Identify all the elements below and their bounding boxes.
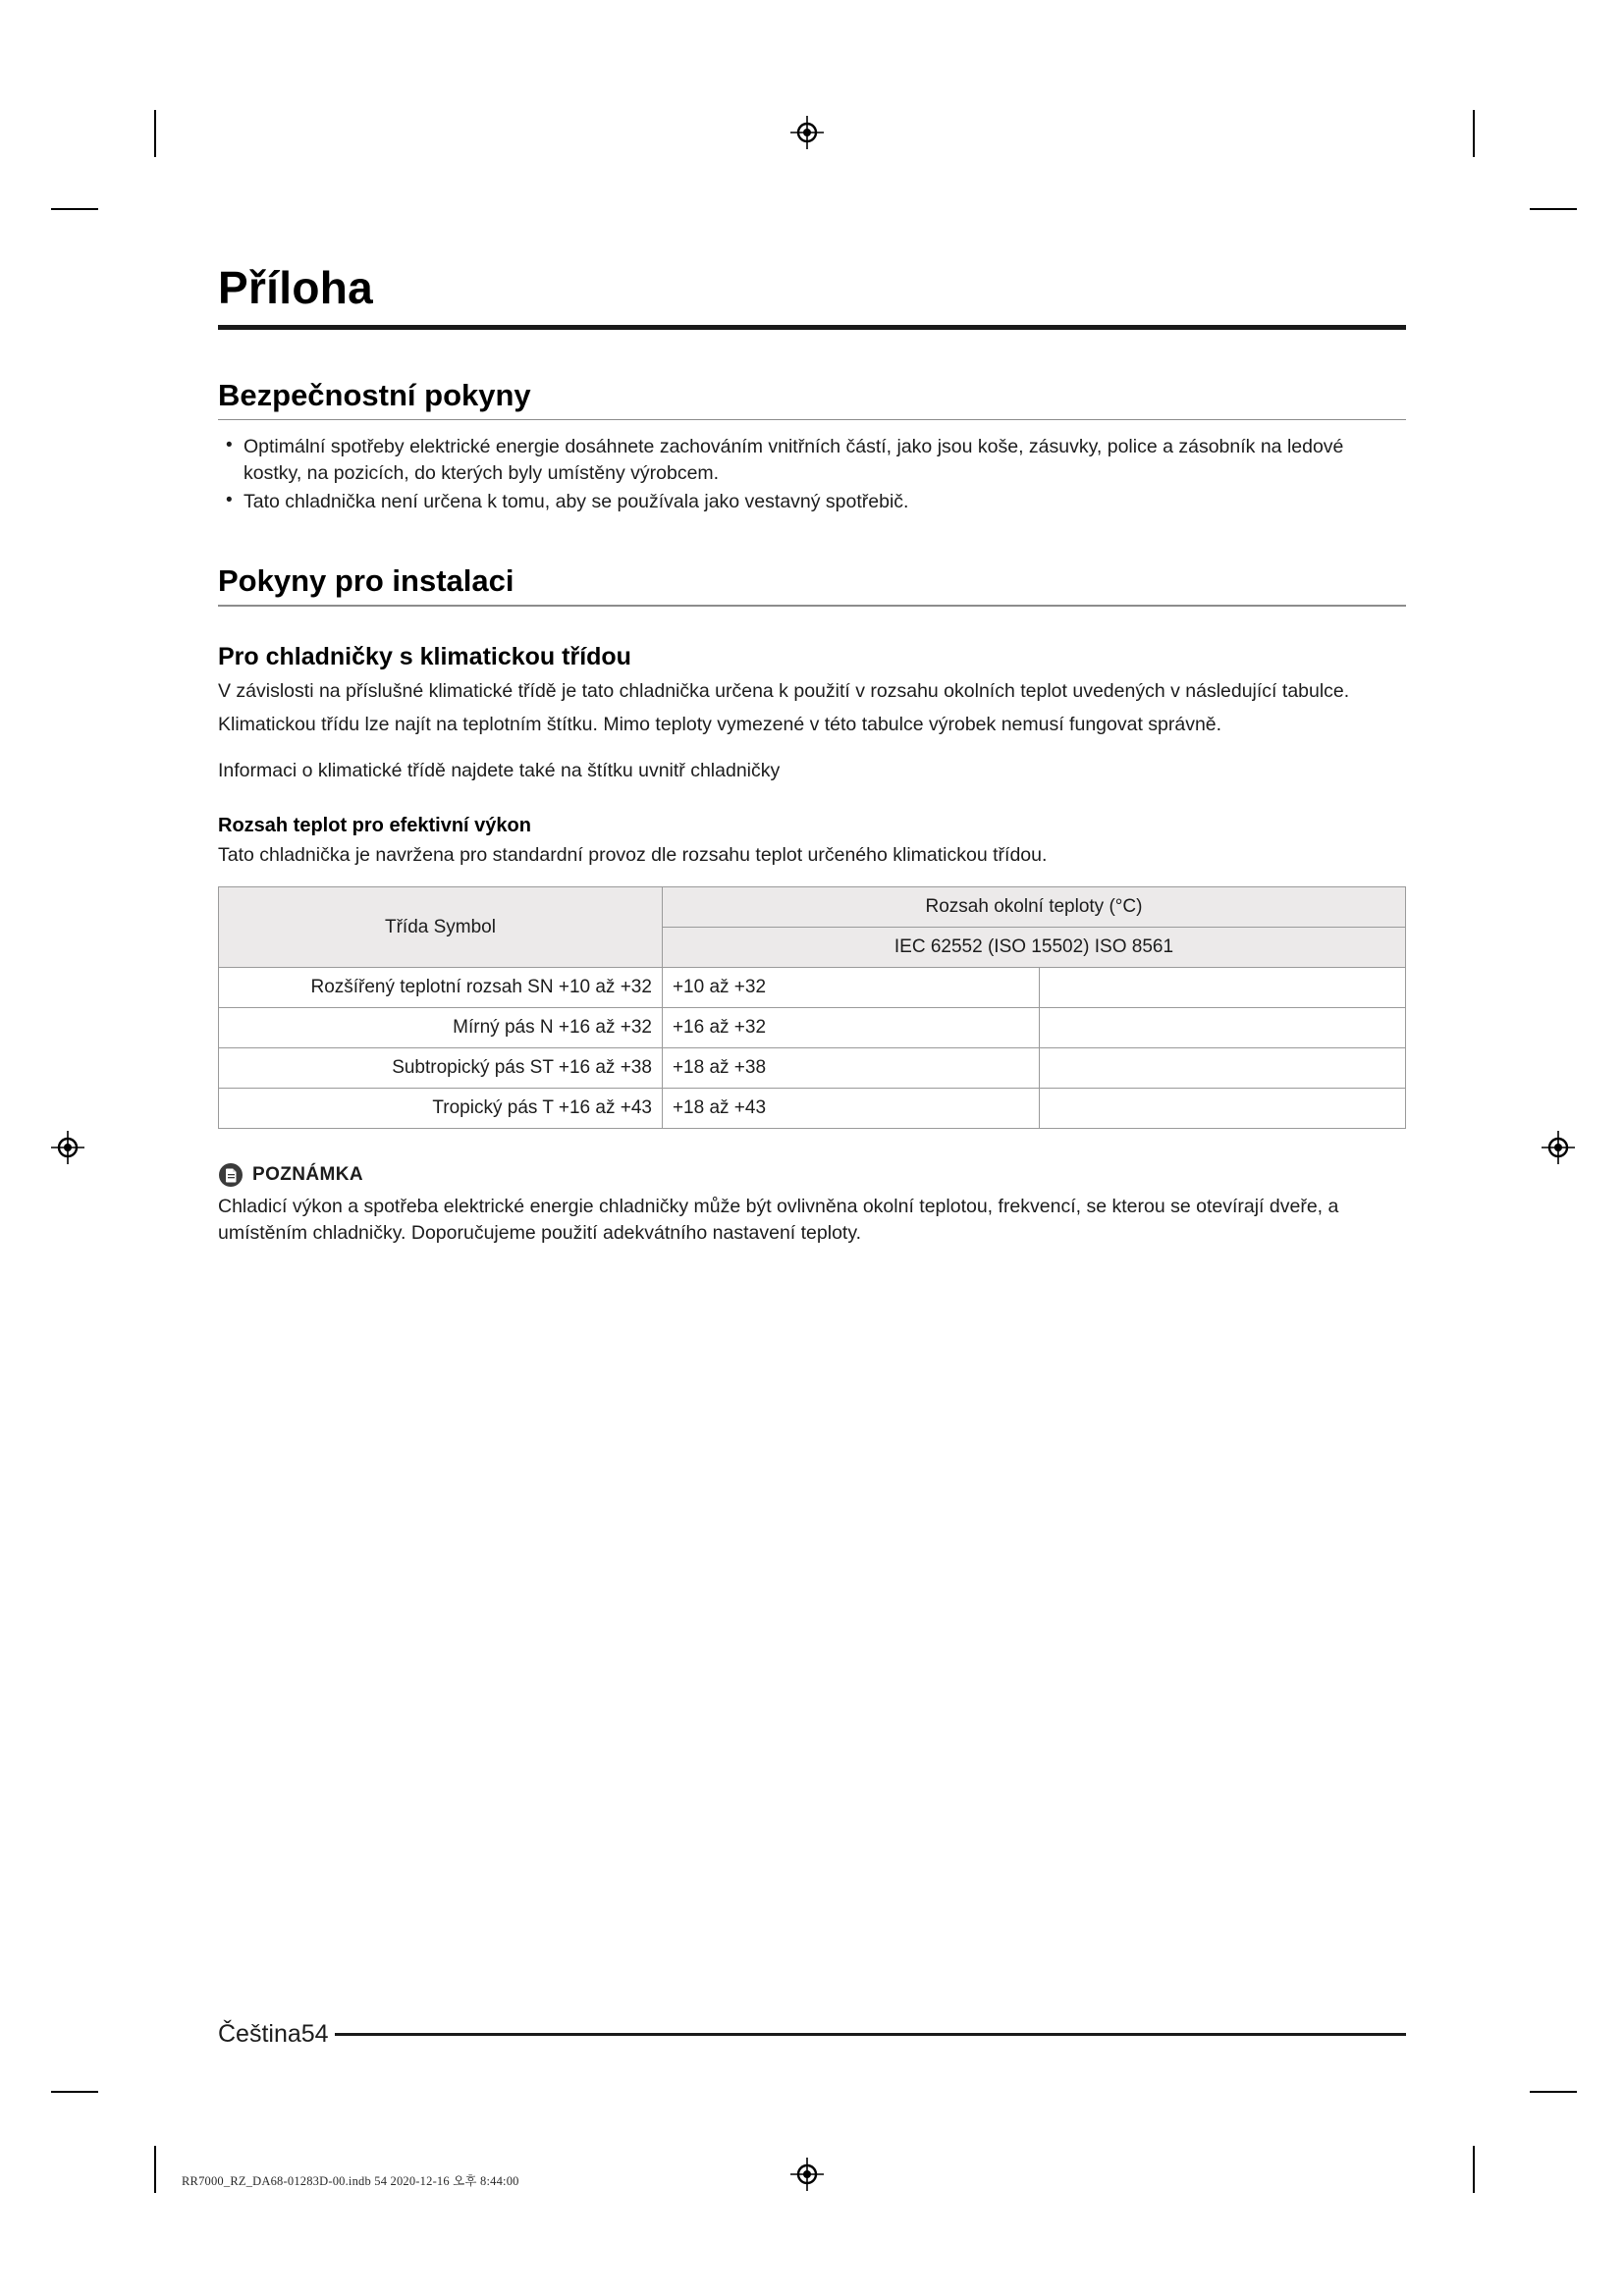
- footer-divider: [335, 2033, 1406, 2036]
- table-cell-blank: [1040, 1008, 1406, 1048]
- installation-paragraph-1: V závislosti na příslušné klimatické třídě je tato chladnička určena k použití v rozsahu okolních teplot uvedených v následující tabulce.: [218, 679, 1350, 702]
- registration-mark-right: [1542, 1131, 1575, 1164]
- note-label: POZNÁMKA: [252, 1164, 363, 1185]
- table-row: [219, 1008, 1406, 1048]
- table-header-standard: IEC 62552 (ISO 15502) ISO 8561: [662, 928, 1405, 968]
- subheading-climate-class: Pro chladničky s klimatickou třídou: [218, 642, 631, 670]
- table-cell-blank: [1040, 1048, 1406, 1089]
- footer-language-page: Čeština54: [218, 2020, 329, 2048]
- subheading-temperature-range: Rozsah teplot pro efektivní výkon: [218, 815, 531, 837]
- table-header-class: Třída Symbol: [219, 887, 663, 968]
- table-cell-range: +18 až +43: [662, 1089, 1039, 1129]
- table-cell-range: +18 až +38: [662, 1048, 1039, 1089]
- table-header-row: [219, 887, 1406, 928]
- temperature-range-paragraph: Tato chladnička je navržena pro standardní provoz dle rozsahu teplot určeného klimatickou třídou.: [218, 844, 1048, 867]
- note-header: [218, 1162, 1406, 1188]
- safety-bullet-list: [218, 434, 1406, 515]
- crop-mark-left-top-horizontal: [51, 208, 98, 210]
- crop-mark-right-top-horizontal: [1530, 208, 1577, 210]
- table-row: [219, 1048, 1406, 1089]
- section-heading-safety: Bezpečnostní pokyny: [218, 377, 531, 412]
- table-cell-range: +16 až +32: [662, 1008, 1039, 1048]
- table-cell-blank: [1040, 968, 1406, 1008]
- table-cell-class-name: Mírný pás N +16 až +32: [219, 1008, 663, 1048]
- registration-mark-bottom: [790, 2158, 824, 2191]
- chapter-divider: [218, 325, 1406, 330]
- note-text: Chladicí výkon a spotřeba elektrické energie chladničky může být ovlivněna okolní teplotou, frekvencí, se kterou se otevírají dveře, a umístěním chladničky. Doporučujeme použití adekvátního nastavení teploty.: [218, 1196, 1339, 1244]
- table-cell-range: +10 až +32: [662, 968, 1039, 1008]
- list-item: • Tato chladnička není určena k tomu, aby se používala jako vestavný spotřebič.: [218, 489, 1406, 515]
- table-cell-class-name: Rozšířený teplotní rozsah SN +10 až +32: [219, 968, 663, 1008]
- table-cell-blank: [1040, 1089, 1406, 1129]
- section-heading-installation: Pokyny pro instalaci: [218, 563, 514, 598]
- registration-mark-top: [790, 116, 824, 149]
- installation-paragraph-2: Klimatickou třídu lze najít na teplotním štítku. Mimo teploty vymezené v této tabulce výrobek nemusí fungovat správně.: [218, 714, 1222, 736]
- section-divider-safety: [218, 419, 1406, 421]
- crop-mark-right-bottom-horizontal: [1530, 2091, 1577, 2093]
- page-footer: [218, 2020, 1406, 2049]
- crop-mark-top-left-vertical: [154, 110, 156, 157]
- climate-class-table: [218, 886, 1406, 1129]
- crop-mark-left-bottom-horizontal: [51, 2091, 98, 2093]
- list-item: • Optimální spotřeby elektrické energie dosáhnete zachováním vnitřních částí, jako jsou koše, zásuvky, police a zásobník na ledové kostky, na pozicích, do kterých byly umístěny výrobcem.: [218, 434, 1406, 487]
- table-cell-class-name: Tropický pás T +16 až +43: [219, 1089, 663, 1129]
- page-title: Příloha: [218, 262, 374, 313]
- table-header-ambient: Rozsah okolní teploty (°C): [662, 887, 1405, 928]
- section-divider-installation: [218, 605, 1406, 607]
- installation-paragraph-3: Informaci o klimatické třídě najdete také na štítku uvnitř chladničky: [218, 759, 781, 781]
- note-icon: [218, 1162, 244, 1188]
- crop-mark-top-right-vertical: [1473, 110, 1475, 157]
- crop-mark-bottom-right-vertical: [1473, 2146, 1475, 2193]
- crop-mark-bottom-left-vertical: [154, 2146, 156, 2193]
- table-row: [219, 1089, 1406, 1129]
- page-content: [218, 263, 1406, 1246]
- table-row: [219, 968, 1406, 1008]
- registration-mark-left: [51, 1131, 84, 1164]
- table-cell-class-name: Subtropický pás ST +16 až +38: [219, 1048, 663, 1089]
- print-production-slug: RR7000_RZ_DA68-01283D-00.indb 54 2020-12-16 오후 8:44:00: [182, 2174, 519, 2188]
